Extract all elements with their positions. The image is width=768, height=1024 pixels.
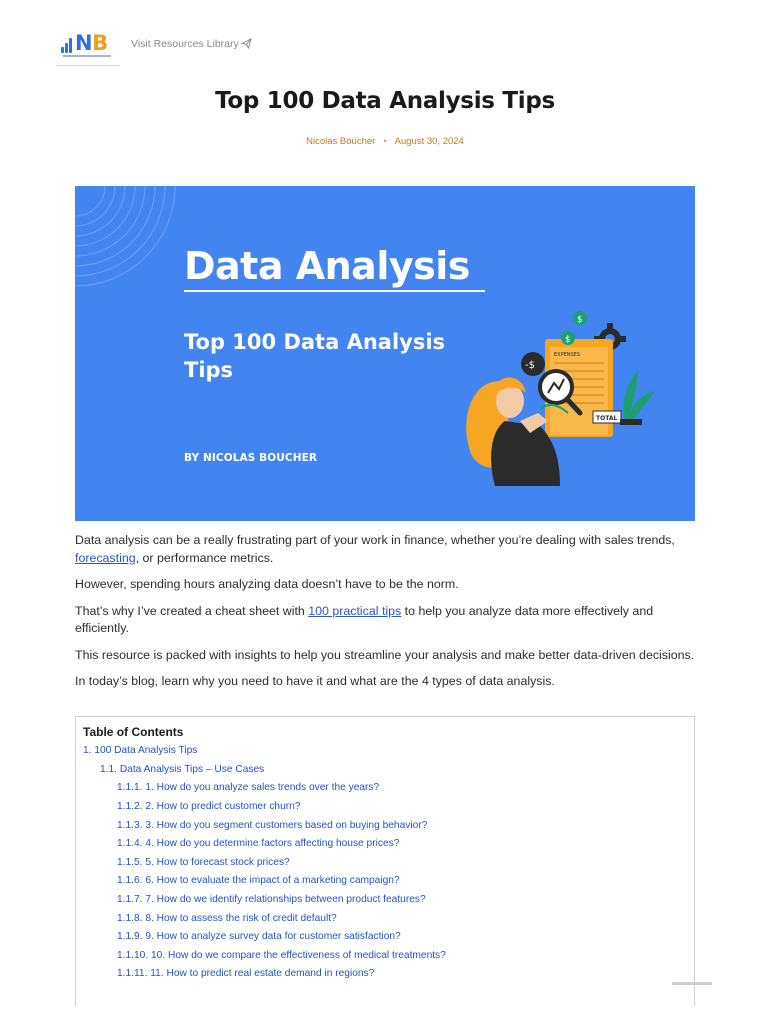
article-body: [75, 532, 700, 700]
toc-item[interactable]: 1.1.3. 3. How do you segment customers based on buying behavior?: [117, 820, 428, 831]
toc-item[interactable]: 1.1.9. 9. How to analyze survey data for customer satisfaction?: [117, 931, 401, 942]
toc-title: Table of Contents: [83, 725, 184, 739]
toc-item[interactable]: 1.1.8. 8. How to assess the risk of credit default?: [117, 913, 337, 924]
svg-text:$: $: [565, 335, 571, 345]
page-title: Top 100 Data Analysis Tips: [215, 88, 555, 114]
toc-item[interactable]: 1.1.7. 7. How do we identify relationships between product features?: [117, 894, 426, 905]
paragraph-cheat-sheet: That’s why I’ve created a cheat sheet with 100 practical tips to help you analyze data more effectively and efficiently.: [75, 603, 654, 635]
post-author[interactable]: Nicolas Boucher: [306, 136, 376, 147]
paragraph-norm: However, spending hours analyzing data doesn’t have to be the norm.: [75, 577, 459, 591]
header-divider: [57, 65, 120, 66]
decorative-arcs: [75, 186, 195, 306]
bar-chart-logo-icon: [61, 38, 75, 53]
logo-tagline: [63, 55, 111, 57]
plant-icon: [620, 371, 655, 425]
logo-wordmark: [75, 31, 108, 55]
toc-item[interactable]: 1.1. Data Analysis Tips – Use Cases: [100, 764, 265, 775]
site-header: [0, 0, 768, 70]
toc-item[interactable]: 1.1.11. 11. How to predict real estate demand in regions?: [117, 968, 375, 979]
toc-item[interactable]: 1.1.4. 4. How do you determine factors affecting house prices?: [117, 838, 400, 849]
analyst-illustration: [460, 301, 670, 486]
hero-author: BY NICOLAS BOUCHER: [184, 452, 318, 464]
paragraph-today: In today’s blog, learn why you need to have it and what are the 4 types of data analysis.: [75, 674, 555, 688]
card-total-label: TOTAL: [596, 415, 618, 422]
paragraph-resource: This resource is packed with insights to help you streamline your analysis and make better data-driven decisions.: [75, 647, 695, 662]
practical-tips-link[interactable]: 100 practical tips: [308, 603, 402, 618]
send-icon: [241, 38, 252, 49]
toc-item[interactable]: 1.1.10. 10. How do we compare the effectiveness of medical treatments?: [117, 950, 446, 961]
table-of-contents: [75, 716, 695, 1006]
toc-item[interactable]: 1.1.1. 1. How do you analyze sales trends over the years?: [117, 782, 380, 793]
resources-library-label: Visit Resources Library: [131, 38, 239, 50]
post-date: August 30, 2024: [394, 136, 464, 147]
hero-title: Data Analysis: [184, 244, 470, 288]
page-footer-mark: [672, 982, 712, 985]
forecasting-link[interactable]: forecasting: [75, 550, 136, 565]
logo-letter-b: B: [92, 31, 108, 55]
site-logo[interactable]: [57, 30, 119, 64]
paragraph-intro: Data analysis can be a really frustrating part of your work in finance, whether you’re dealing with sales trends, forecasting, or performance metrics.: [75, 533, 675, 565]
toc-item[interactable]: 1.1.2. 2. How to predict customer churn?: [117, 801, 301, 812]
hero-title-underline: [184, 290, 485, 292]
toc-item[interactable]: 1.1.5. 5. How to forecast stock prices?: [117, 857, 290, 868]
toc-item[interactable]: 1. 100 Data Analysis Tips: [83, 745, 198, 756]
toc-item[interactable]: 1.1.6. 6. How to evaluate the impact of a marketing campaign?: [117, 875, 400, 886]
svg-text:-$: -$: [525, 360, 535, 371]
post-byline: [0, 136, 768, 147]
hero-subtitle: Top 100 Data Analysis Tips: [184, 330, 446, 382]
card-expenses-label: EXPENSES: [554, 352, 581, 358]
hero-banner: [75, 186, 695, 521]
resources-library-link[interactable]: [131, 38, 252, 50]
logo-letter-n: N: [75, 31, 93, 55]
svg-text:$: $: [577, 315, 583, 325]
byline-separator: •: [383, 136, 387, 147]
